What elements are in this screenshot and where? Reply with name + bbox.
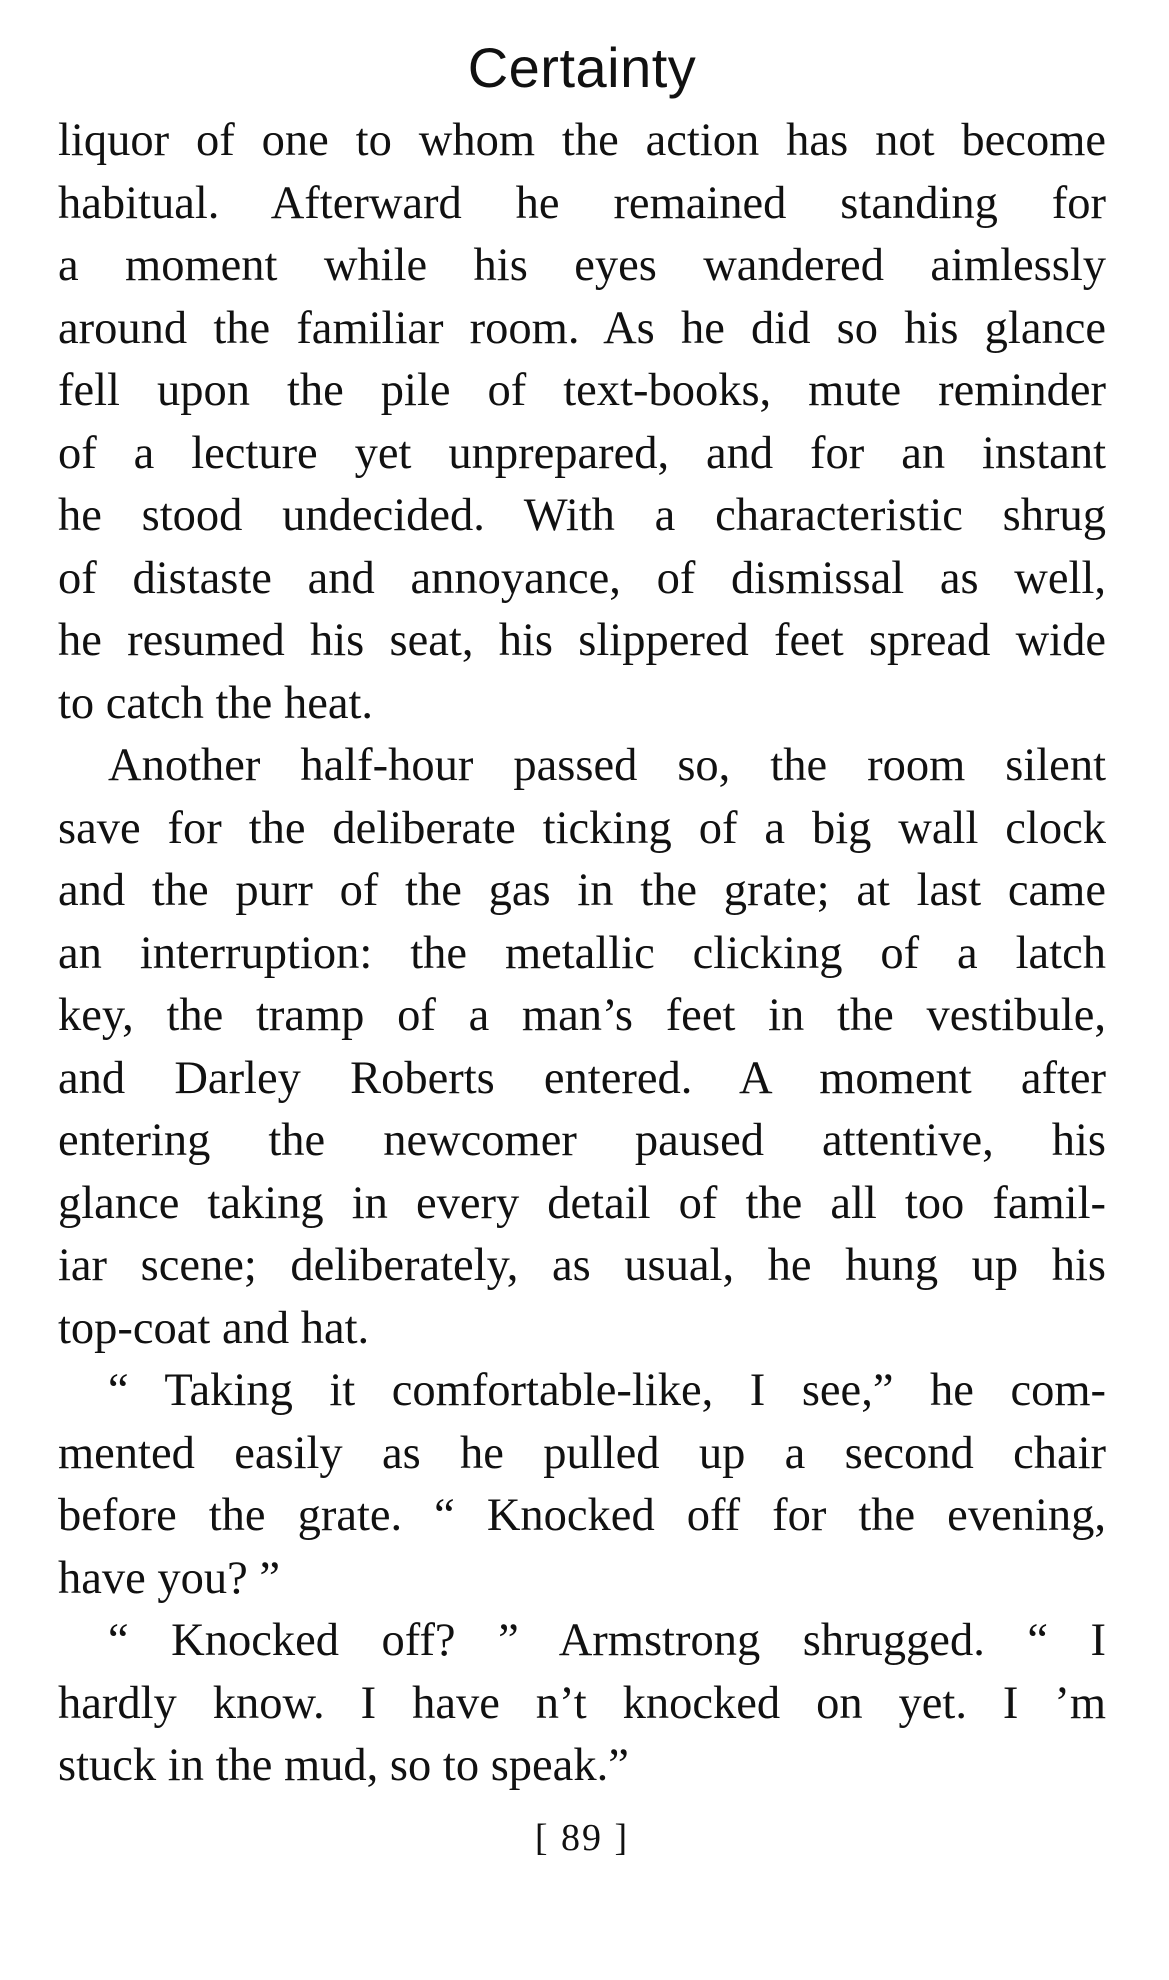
text-line: to catch the heat. [58, 677, 374, 729]
text-line: habitual. Afterward he remained standing for [58, 177, 1106, 229]
page-number: [ 89 ] [534, 1816, 630, 1859]
paragraph-2 [58, 735, 1106, 1360]
text-line: hardly know. I have n’t knocked on yet. I ’m [58, 1677, 1106, 1729]
text-line: liquor of one to whom the action has not become [58, 115, 1106, 166]
running-head: Certainty [467, 36, 697, 99]
text-line: an interruption: the metallic clicking of a latch [58, 927, 1106, 979]
text-line: and Darley Roberts entered. A moment after [58, 1052, 1106, 1104]
text-line: he stood undecided. With a characteristic shrug [58, 490, 1106, 541]
paragraph-4 [58, 1610, 1106, 1798]
text-line: he resumed his seat, his slippered feet spread wide [58, 615, 1106, 666]
text-line: key, the tramp of a man’s feet in the vestibule, [58, 990, 1106, 1041]
text-line: around the familiar room. As he did so his glance [58, 302, 1106, 354]
text-line: glance taking in every detail of the all too famil- [58, 1177, 1106, 1229]
text-line: a moment while his eyes wandered aimlessly [58, 240, 1106, 291]
paragraph-3 [58, 1360, 1106, 1610]
book-page [58, 30, 1106, 1864]
text-line: of a lecture yet unprepared, and for an instant [58, 427, 1106, 479]
text-line: and the purr of the gas in the grate; at last came [58, 865, 1106, 916]
text-line: stuck in the mud, so to speak.” [58, 1740, 629, 1791]
text-line: mented easily as he pulled up a second chair [58, 1427, 1106, 1479]
text-line: “ Taking it comfortable-like, I see,” he com- [108, 1365, 1106, 1416]
text-line: before the grate. “ Knocked off for the evening, [58, 1490, 1106, 1541]
text-line: have you? ” [58, 1552, 281, 1604]
text-line: “ Knocked off? ” Armstrong shrugged. “ I [108, 1615, 1106, 1666]
text-line: entering the newcomer paused attentive, his [58, 1115, 1106, 1166]
text-line: fell upon the pile of text-books, mute reminder [58, 365, 1106, 416]
text-line: Another half-hour passed so, the room silent [108, 740, 1106, 791]
text-line: save for the deliberate ticking of a big wall clock [58, 802, 1106, 854]
text-line: top-coat and hat. [58, 1302, 370, 1354]
text-line: iar scene; deliberately, as usual, he hung up his [58, 1240, 1106, 1291]
paragraph-1 [58, 110, 1106, 735]
text-line: of distaste and annoyance, of dismissal as well, [58, 552, 1106, 604]
